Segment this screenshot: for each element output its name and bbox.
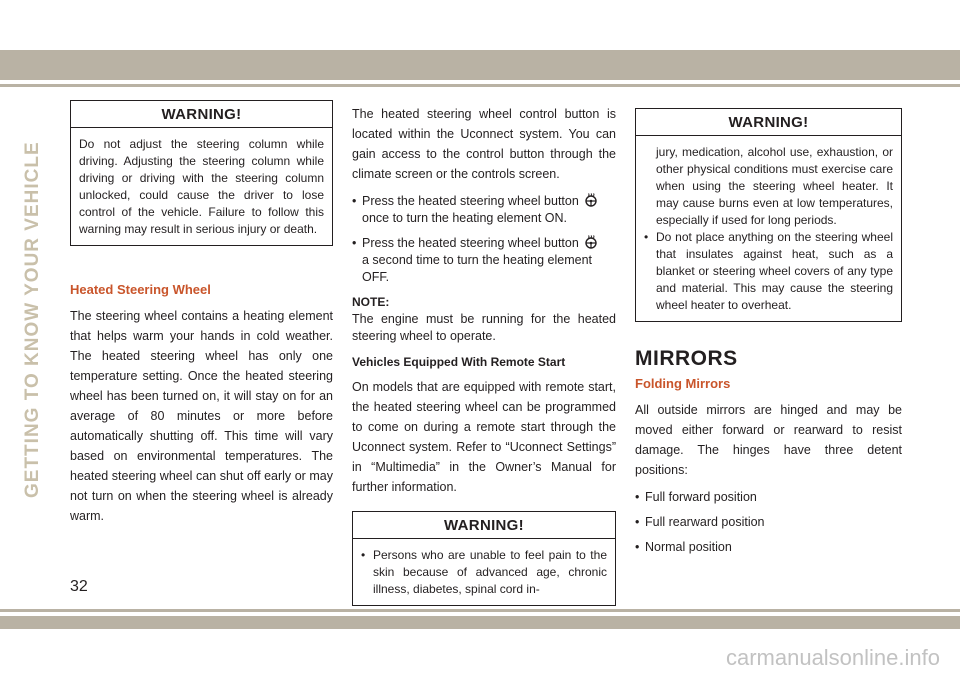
list-item: • Full forward position	[635, 490, 757, 504]
column-3	[635, 108, 902, 564]
paragraph-control-location: The heated steering wheel control button is located within the Uconnect system. You can gain access to the control button through the climate screen or the controls screen.	[352, 107, 616, 181]
column-2	[352, 104, 616, 606]
list-item: • Normal position	[635, 540, 732, 554]
footer-band	[0, 616, 960, 629]
bullet-text-cont: once to turn the heating element ON.	[362, 211, 567, 225]
list-item-text: Full rearward position	[645, 515, 765, 529]
footer-rule	[0, 609, 960, 612]
heated-steering-wheel-icon	[584, 235, 598, 249]
warning-box-steering-column	[70, 100, 333, 246]
bullet-text-cont: a second time to turn the heating element OFF.	[362, 253, 593, 284]
warning-body	[636, 136, 901, 321]
warning-title: WARNING!	[71, 101, 332, 128]
section-title-folding-mirrors: Folding Mirrors	[635, 376, 731, 391]
warning-bullet-text: Do not place anything on the steering wheel that insulates against heat, such as a blanket or steering wheel covers of any type and material. This may cause the steering wheel heater to overheat.	[656, 230, 893, 312]
heated-steering-wheel-icon	[584, 193, 598, 207]
list-item-text: Full forward position	[645, 490, 757, 504]
paragraph-heated-steering-wheel: The steering wheel contains a heating element that helps warm your hands in cold weather. The heated steering wheel has only one temperature setting. Once the heated steering wheel has been turned on, it will stay on for an average of 80 minutes or more before automatically shutting off. This time will vary based on environmental temperatures. The heated steering wheel can shut off early or may not turn on when the steering wheel is already warm.	[70, 309, 333, 523]
warning-bullet-text: Persons who are unable to feel pain to the skin because of advanced age, chronic illness, diabetes, spinal cord in-	[373, 548, 607, 596]
heading-mirrors: MIRRORS	[635, 347, 738, 370]
bullet-turn-on: • Press the heated steering wheel button once to turn the heating element ON.	[352, 193, 616, 227]
header-rule	[0, 84, 960, 87]
warning-bullet: • Do not place anything on the steering wheel that insulates against heat, such as a blanket or steering wheel covers of any type and material. This may cause the steering wheel heater to overheat.	[644, 230, 893, 312]
note-text: The engine must be running for the heated steering wheel to operate.	[352, 312, 616, 343]
page-number: 32	[70, 578, 88, 595]
list-item-text: Normal position	[645, 540, 732, 554]
warning-body	[353, 539, 615, 605]
bullet-text: Press the heated steering wheel button	[362, 194, 579, 208]
list-item: • Full rearward position	[635, 515, 765, 529]
bullet-turn-off: • Press the heated steering wheel button a second time to turn the heating element OFF.	[352, 235, 616, 286]
side-chapter-label: GETTING TO KNOW YOUR VEHICLE	[22, 141, 43, 498]
paragraph-remote-start: On models that are equipped with remote start, the heated steering wheel can be programmed to come on during a remote start through the Uconnect system. Refer to “Uconnect Settings” in “Multimedia” in the Owner’s Manual for further information.	[352, 380, 616, 494]
paragraph-folding-mirrors: All outside mirrors are hinged and may be moved either forward or rearward to resist damage. The hinges have three detent positions:	[635, 403, 902, 477]
note-label: NOTE:	[352, 295, 390, 309]
column-1	[70, 100, 333, 535]
header-band	[0, 50, 960, 80]
warning-title: WARNING!	[353, 512, 615, 539]
warning-box-heated-wheel	[352, 511, 616, 606]
warning-box-heated-wheel-cont	[635, 108, 902, 322]
subheading-remote-start: Vehicles Equipped With Remote Start	[352, 355, 566, 369]
watermark: carmanualsonline.info	[725, 645, 940, 670]
top-margin	[0, 0, 960, 50]
section-title-heated-steering-wheel: Heated Steering Wheel	[70, 282, 211, 297]
bullet-text: Press the heated steering wheel button	[362, 236, 579, 250]
warning-title: WARNING!	[636, 109, 901, 136]
warning-continued-text: jury, medication, alcohol use, exhaustion, or other physical conditions must exercise care when using the steering wheel heater. It may cause burns even at low temperatures, especially if used for long periods.	[656, 145, 893, 227]
warning-text: Do not adjust the steering column while driving. Adjusting the steering column while driving or driving with the steering column unlocked, could cause the driver to lose control of the vehicle. Failure to follow this warning may result in serious injury or death.	[79, 137, 324, 236]
warning-bullet: • Persons who are unable to feel pain to the skin because of advanced age, chronic illness, diabetes, spinal cord in-	[361, 548, 607, 596]
